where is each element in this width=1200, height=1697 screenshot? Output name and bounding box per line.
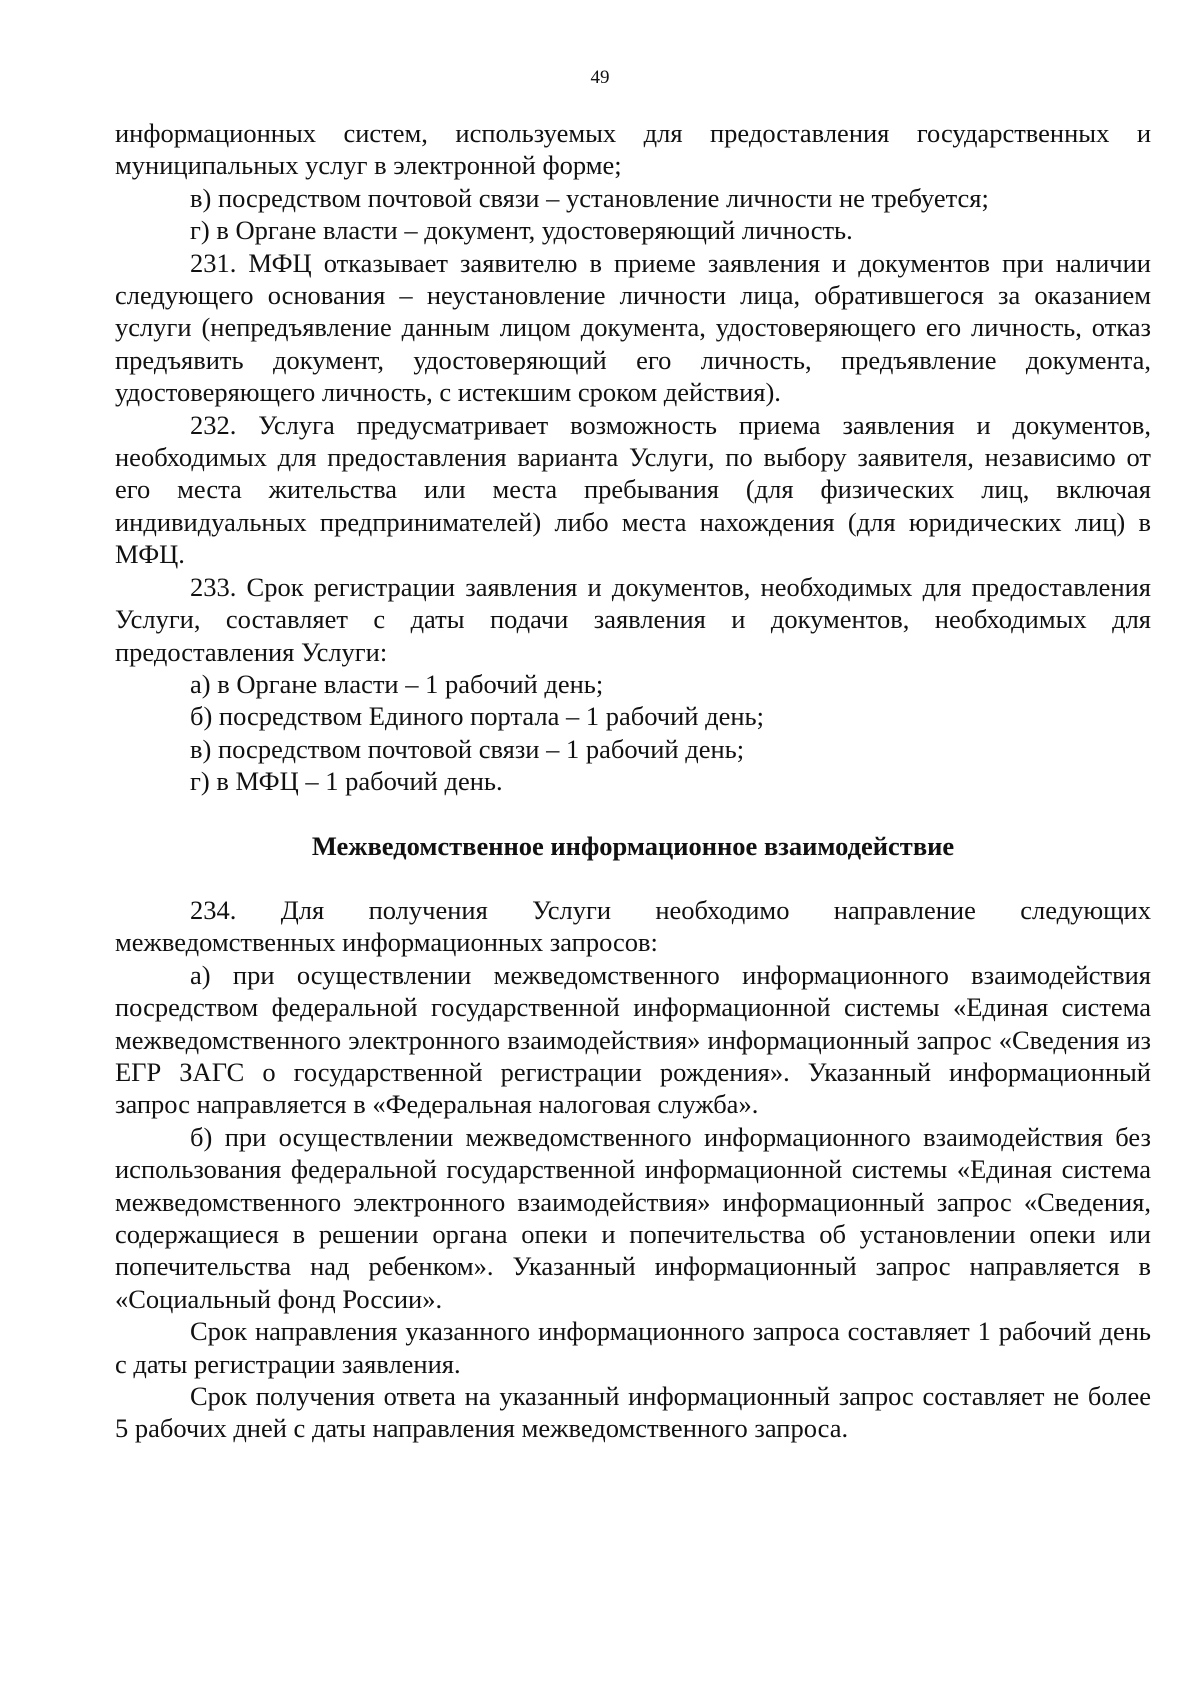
list-item-a-smev: а) при осуществлении межведомственного информационного взаимодействия посредством федеральной государственной информационной системы «Единая система межведомственного электронного взаимодействия» информационный запрос «Сведения из ЕГР ЗАГС о государственной регистрации рождения». Указанный информационный запрос направляется в «Федеральная налоговая служба». — [115, 959, 1151, 1120]
paragraph-232: 232. Услуга предусматривает возможность приема заявления и документов, необходимых для предоставления варианта Услуги, по выбору заявителя, независимо от его места жительства или места пребывания (для физических лиц, включая индивидуальных предпринимателей) либо места нахождения (для юридических лиц) в МФЦ. — [115, 409, 1151, 570]
page-number: 49 — [590, 67, 610, 88]
paragraph-234: 234. Для получения Услуги необходимо направление следующих межведомственных информационных запросов: — [115, 894, 1151, 958]
list-item-g-mfc: г) в МФЦ – 1 рабочий день. — [190, 766, 503, 797]
section-title: Межведомственное информационное взаимодействие — [311, 830, 955, 861]
list-item-v-post-term: в) посредством почтовой связи – 1 рабочий день; — [190, 733, 745, 764]
list-item-b-no-smev: б) при осуществлении межведомственного информационного взаимодействия без использования федеральной государственной информационной системы «Единая система межведомственного электронного взаимодействия» информационный запрос «Сведения, содержащиеся в решении органа опеки и попечительства об установлении опеки или попечительства над ребенком». Указанный информационный запрос направляется в «Социальный фонд России». — [115, 1121, 1151, 1314]
list-item-v-post: в) посредством почтовой связи – установление личности не требуется; — [190, 182, 989, 213]
paragraph-233: 233. Срок регистрации заявления и документов, необходимых для предоставления Услуги, составляет с даты подачи заявления и документов, необходимых для предоставления Услуги: — [115, 571, 1151, 667]
document-body — [115, 117, 1151, 1445]
paragraph-continuation: информационных систем, используемых для предоставления государственных и муниципальных услуг в электронной форме; — [115, 118, 1151, 181]
paragraph-response-term: Срок получения ответа на указанный информационный запрос составляет не более 5 рабочих дней с даты направления межведомственного запроса. — [115, 1381, 1151, 1444]
list-item-g-authority: г) в Органе власти – документ, удостоверяющий личность. — [190, 215, 853, 246]
list-item-a-authority: а) в Органе власти – 1 рабочий день; — [190, 668, 604, 699]
paragraph-231: 231. МФЦ отказывает заявителю в приеме заявления и документов при наличии следующего основания – неустановление личности лица, обратившегося за оказанием услуги (непредъявление данным лицом документа, удостоверяющего его личность, отказ предъявить документ, удостоверяющий его личность, предъявление документа, удостоверяющего личность, с истекшим сроком действия). — [115, 247, 1151, 408]
paragraph-request-term: Срок направления указанного информационного запроса составляет 1 рабочий день с даты регистрации заявления. — [115, 1316, 1151, 1379]
list-item-b-portal: б) посредством Единого портала – 1 рабочий день; — [190, 701, 764, 732]
